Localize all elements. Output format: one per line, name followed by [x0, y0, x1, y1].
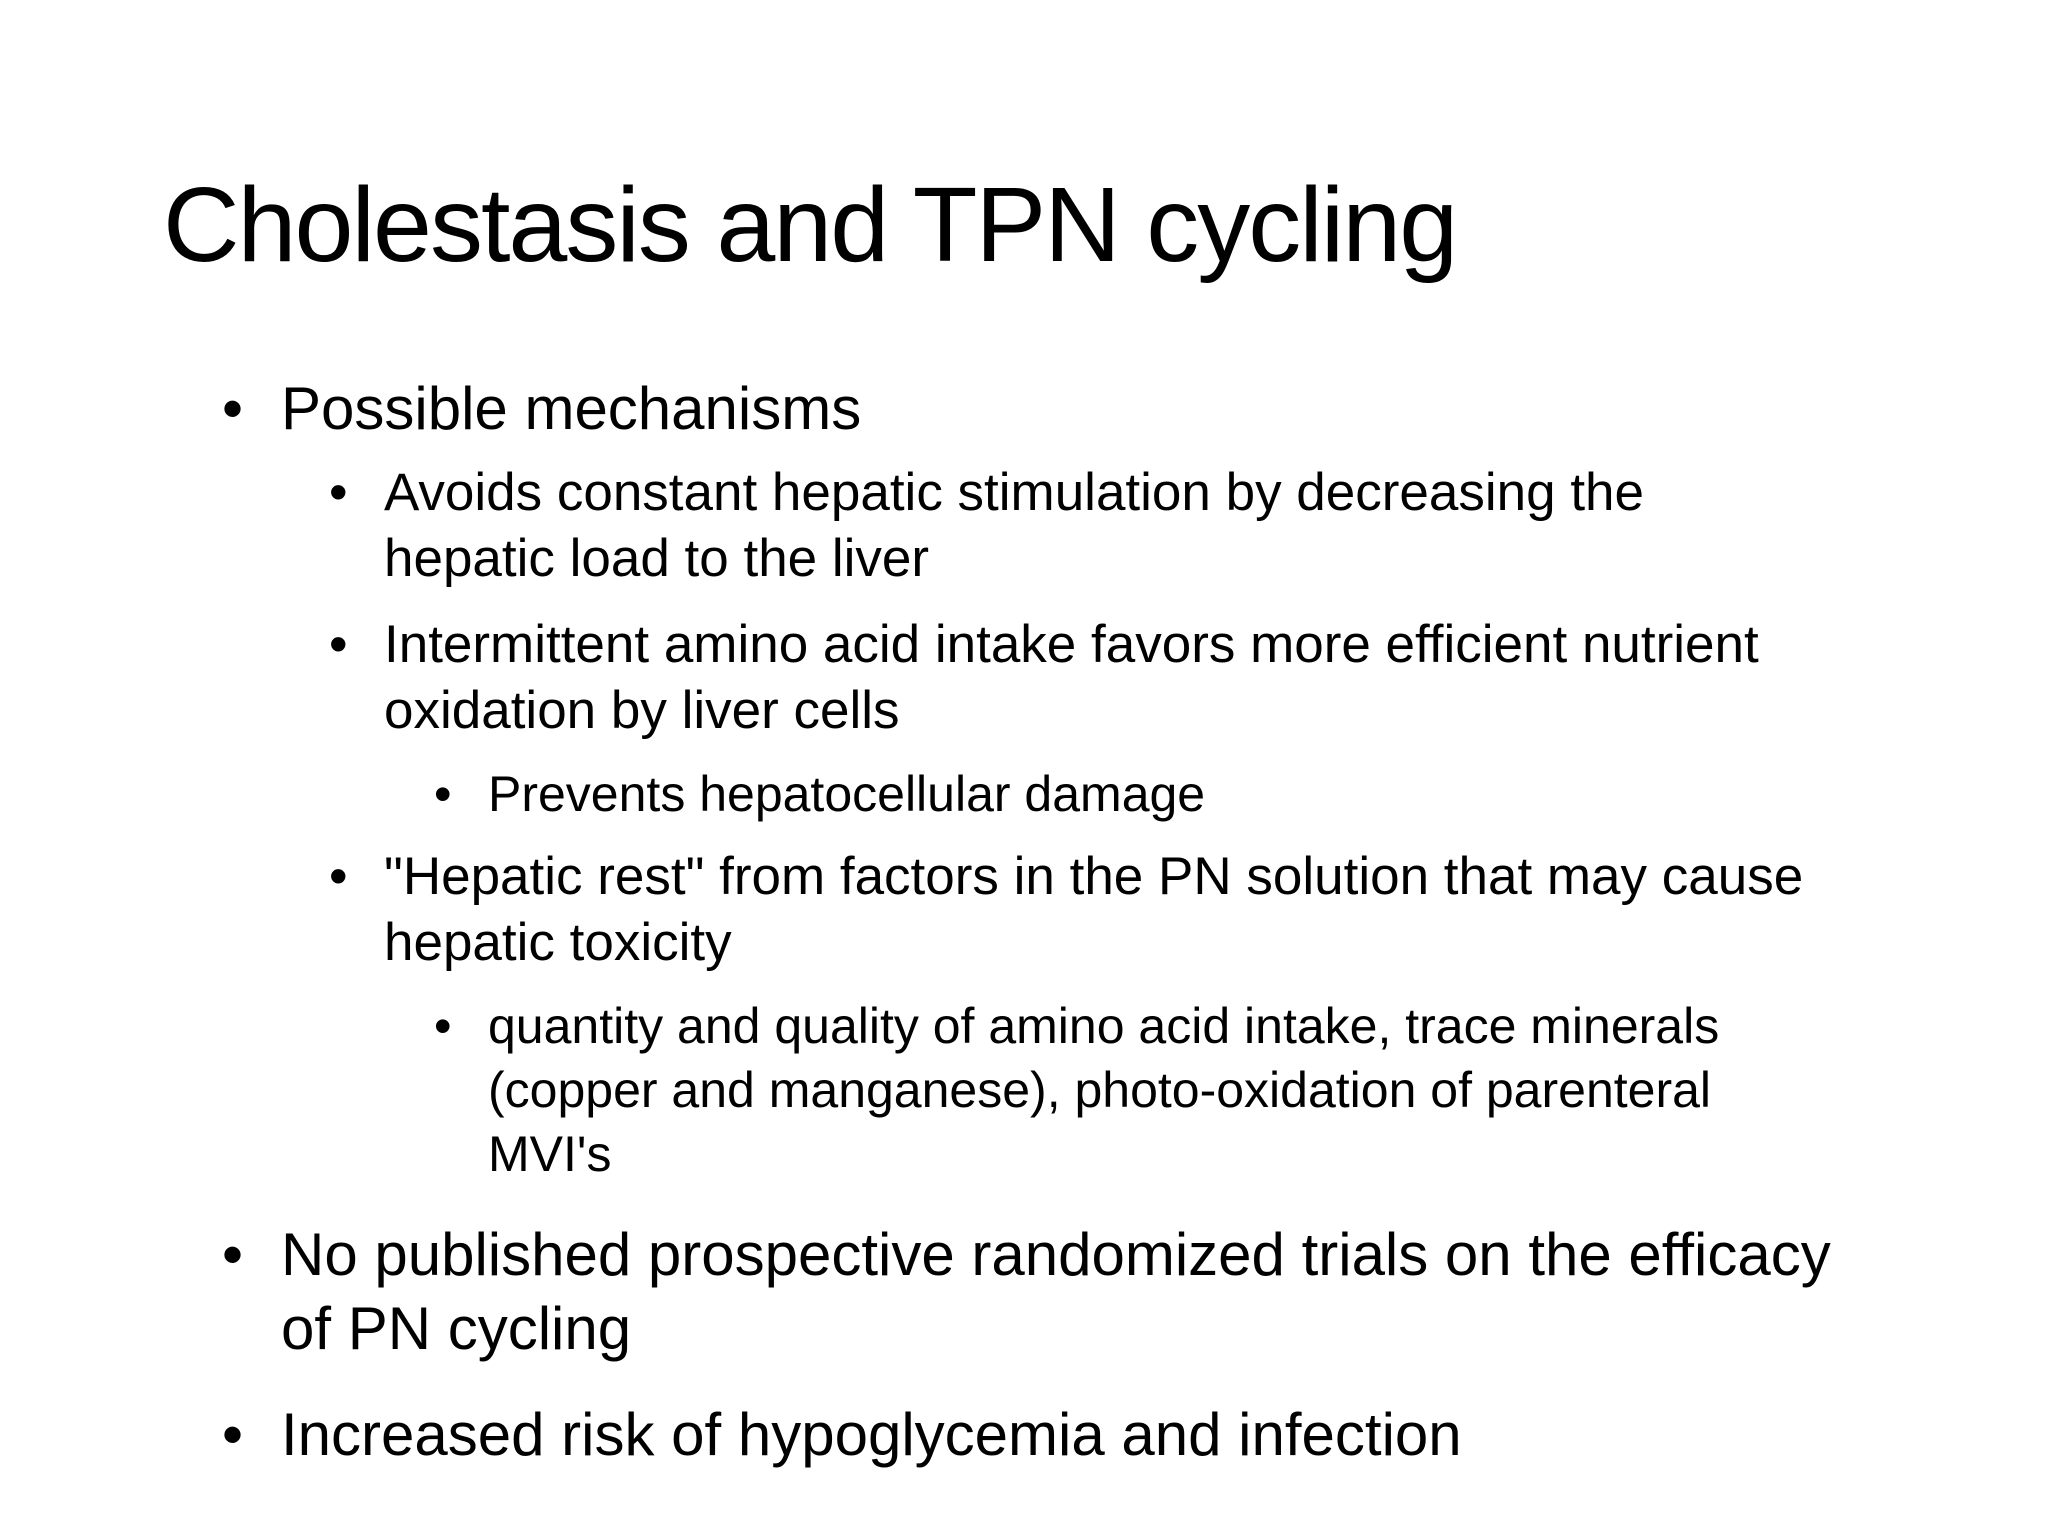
bullet-line: No published prospective randomized trials on the efficacy: [281, 1221, 1831, 1288]
bullet-line: (copper and manganese), photo-oxidation of parenteral: [488, 1062, 1712, 1118]
bullet-line: hepatic toxicity: [384, 913, 732, 972]
bullet-dot: •: [434, 766, 452, 822]
bullet-intermittent-intake: [384, 612, 1759, 744]
bullet-hepatic-rest: [384, 844, 1803, 976]
bullet-line: MVI's: [488, 1126, 612, 1182]
bullet-line: Intermittent amino acid intake favors more efficient nutrient: [384, 615, 1759, 674]
bullet-prevents-damage: Prevents hepatocellular damage: [488, 766, 1206, 822]
bullet-possible-mechanisms: Possible mechanisms: [281, 375, 862, 442]
bullet-dot: •: [329, 463, 348, 522]
bullet-avoids-stimulation: [384, 460, 1644, 592]
bullet-no-published-trials: [281, 1218, 1831, 1366]
bullet-dot: •: [222, 1401, 244, 1468]
slide-title: Cholestasis and TPN cycling: [163, 166, 1457, 284]
bullet-dot: •: [434, 998, 452, 1054]
bullet-quantity-quality: [488, 994, 1719, 1186]
bullet-line: oxidation by liver cells: [384, 681, 900, 740]
bullet-line: quantity and quality of amino acid intake, trace minerals: [488, 998, 1720, 1054]
bullet-line: hepatic load to the liver: [384, 529, 930, 588]
bullet-line: Avoids constant hepatic stimulation by decreasing the: [384, 463, 1644, 522]
bullet-line: of PN cycling: [281, 1295, 632, 1362]
bullet-dot: •: [329, 847, 348, 906]
bullet-dot: •: [222, 1221, 244, 1288]
bullet-dot: •: [329, 615, 348, 674]
bullet-dot: •: [222, 375, 244, 442]
bullet-line: "Hepatic rest" from factors in the PN solution that may cause: [384, 847, 1804, 906]
bullet-increased-risk: Increased risk of hypoglycemia and infection: [281, 1401, 1462, 1468]
